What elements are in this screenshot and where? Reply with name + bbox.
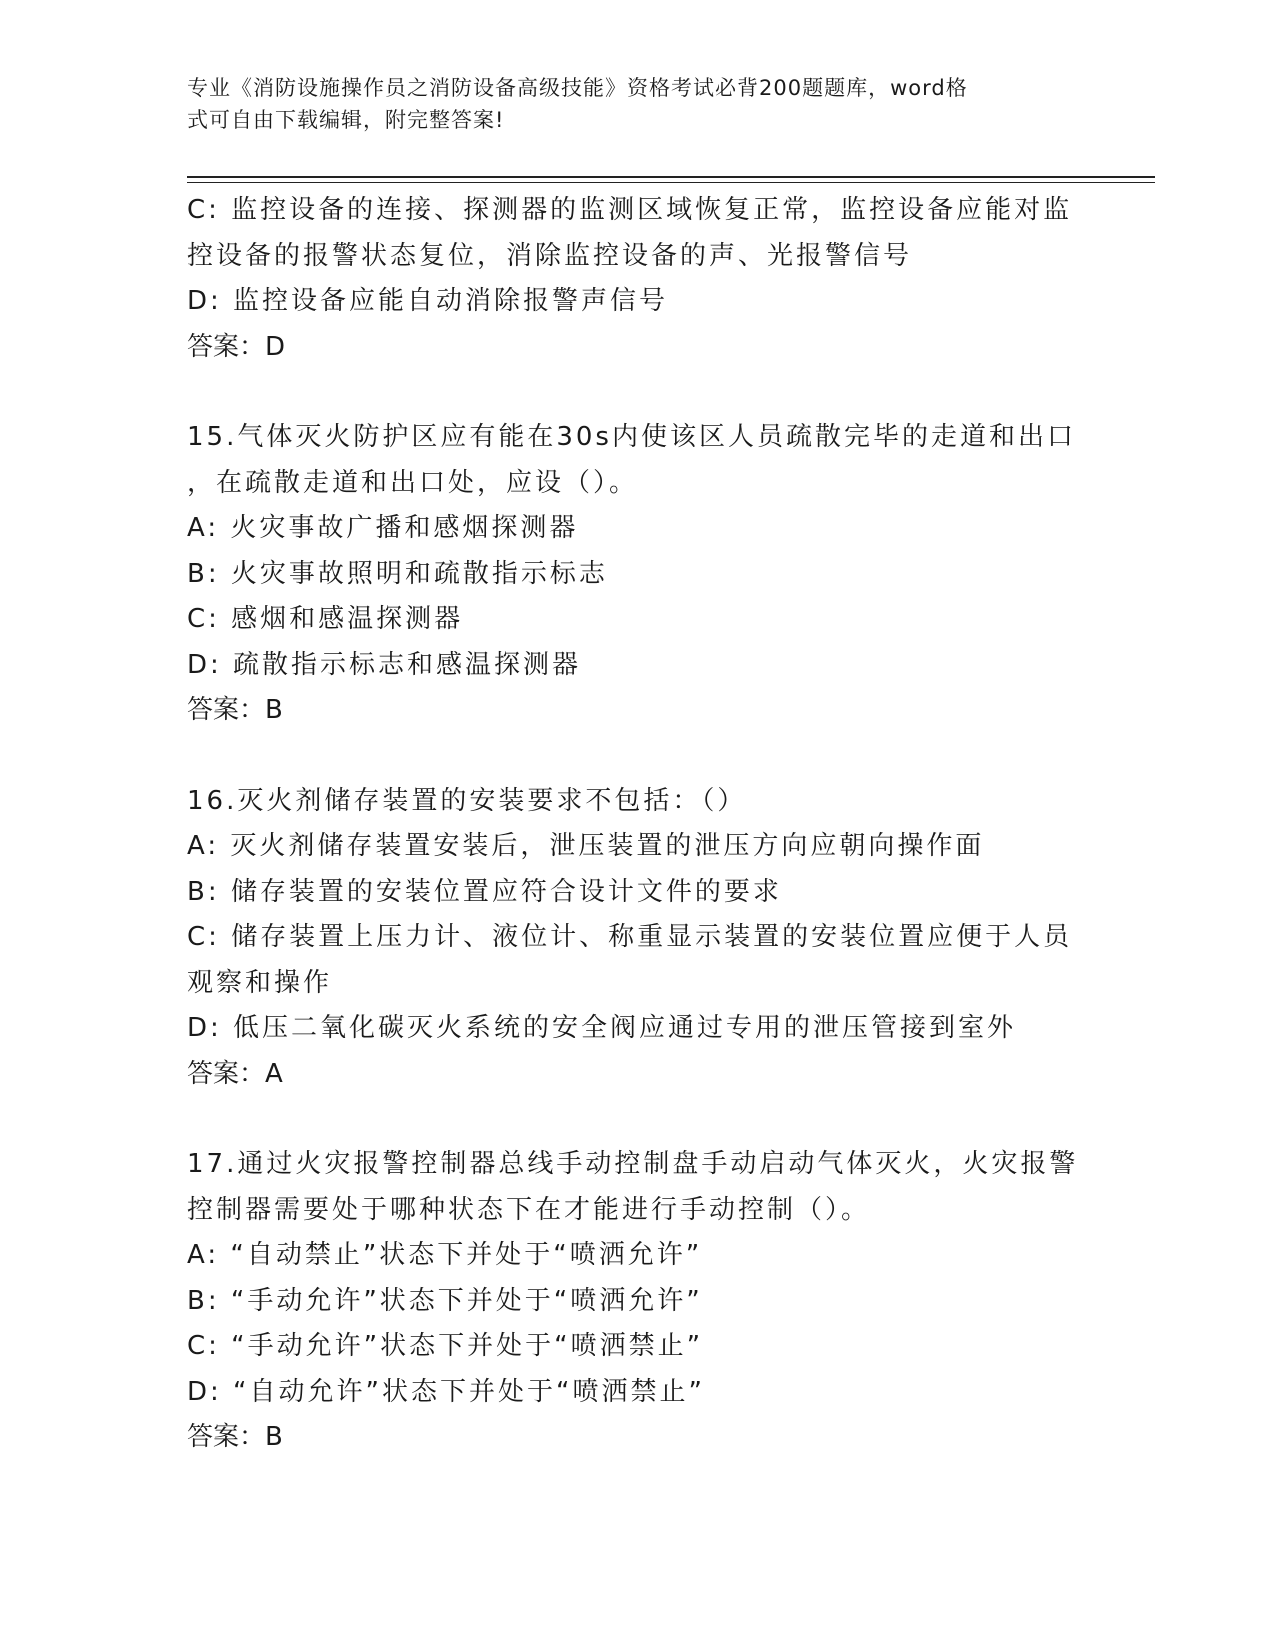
page-header xyxy=(187,72,1067,136)
option-b: B: “手动允许”状态下并处于“喷洒允许” xyxy=(187,1285,703,1316)
question-14-tail xyxy=(187,188,1087,370)
question-stem-line-1: 16.灭火剂储存装置的安装要求不包括：（） xyxy=(187,785,747,816)
option-c-line-1: C: 储存装置上压力计、液位计、称重显示装置的安装位置应便于人员 xyxy=(187,922,1073,952)
option-d: D: 低压二氧化碳灭火系统的安全阀应通过专用的泄压管接到室外 xyxy=(187,1013,1017,1043)
question-16 xyxy=(187,779,1087,1098)
option-a: A: 火灾事故广播和感烟探测器 xyxy=(187,513,579,543)
spacer xyxy=(187,734,1087,779)
option-d: D: 监控设备应能自动消除报警声信号 xyxy=(187,286,669,316)
question-15 xyxy=(187,415,1087,734)
header-line-2: 式可自由下载编辑，附完整答案! xyxy=(187,108,505,132)
answer: 答案：A xyxy=(187,1058,283,1089)
header-divider-thick xyxy=(187,176,1155,178)
answer: 答案：D xyxy=(187,331,286,362)
option-c-line-2: 观察和操作 xyxy=(187,967,333,998)
header-line-1: 专业《消防设施操作员之消防设备高级技能》资格考试必背200题题库，word格 xyxy=(187,76,968,100)
option-a: A: “自动禁止”状态下并处于“喷洒允许” xyxy=(187,1240,703,1270)
option-c-line-2: 控设备的报警状态复位，消除监控设备的声、光报警信号 xyxy=(187,240,913,271)
question-stem-line-2: ，在疏散走道和出口处，应设（）。 xyxy=(187,467,639,498)
answer: 答案：B xyxy=(187,1422,283,1452)
answer: 答案：B xyxy=(187,695,283,725)
question-stem-line-1: 17.通过火灾报警控制器总线手动控制盘手动启动气体灭火，火灾报警 xyxy=(187,1149,1079,1179)
option-d: D: “自动允许”状态下并处于“喷洒禁止” xyxy=(187,1376,705,1407)
question-17 xyxy=(187,1142,1087,1461)
question-stem-line-2: 控制器需要处于哪种状态下在才能进行手动控制（）。 xyxy=(187,1194,871,1225)
spacer xyxy=(187,1097,1087,1142)
spacer xyxy=(187,370,1087,415)
option-a: A: 灭火剂储存装置安装后，泄压装置的泄压方向应朝向操作面 xyxy=(187,831,985,861)
question-stem-line-1: 15.气体灭火防护区应有能在30s内使该区人员疏散完毕的走道和出口 xyxy=(187,422,1076,452)
header-divider-thin xyxy=(187,182,1155,183)
option-c: C: “手动允许”状态下并处于“喷洒禁止” xyxy=(187,1331,704,1361)
option-d: D: 疏散指示标志和感温探测器 xyxy=(187,649,582,680)
option-c: C: 感烟和感温探测器 xyxy=(187,604,464,634)
option-b: B: 火灾事故照明和疏散指示标志 xyxy=(187,558,608,589)
question-content xyxy=(187,188,1087,1461)
option-b: B: 储存装置的安装位置应符合设计文件的要求 xyxy=(187,876,782,907)
option-c-line-1: C: 监控设备的连接、探测器的监测区域恢复正常，监控设备应能对监 xyxy=(187,195,1073,225)
